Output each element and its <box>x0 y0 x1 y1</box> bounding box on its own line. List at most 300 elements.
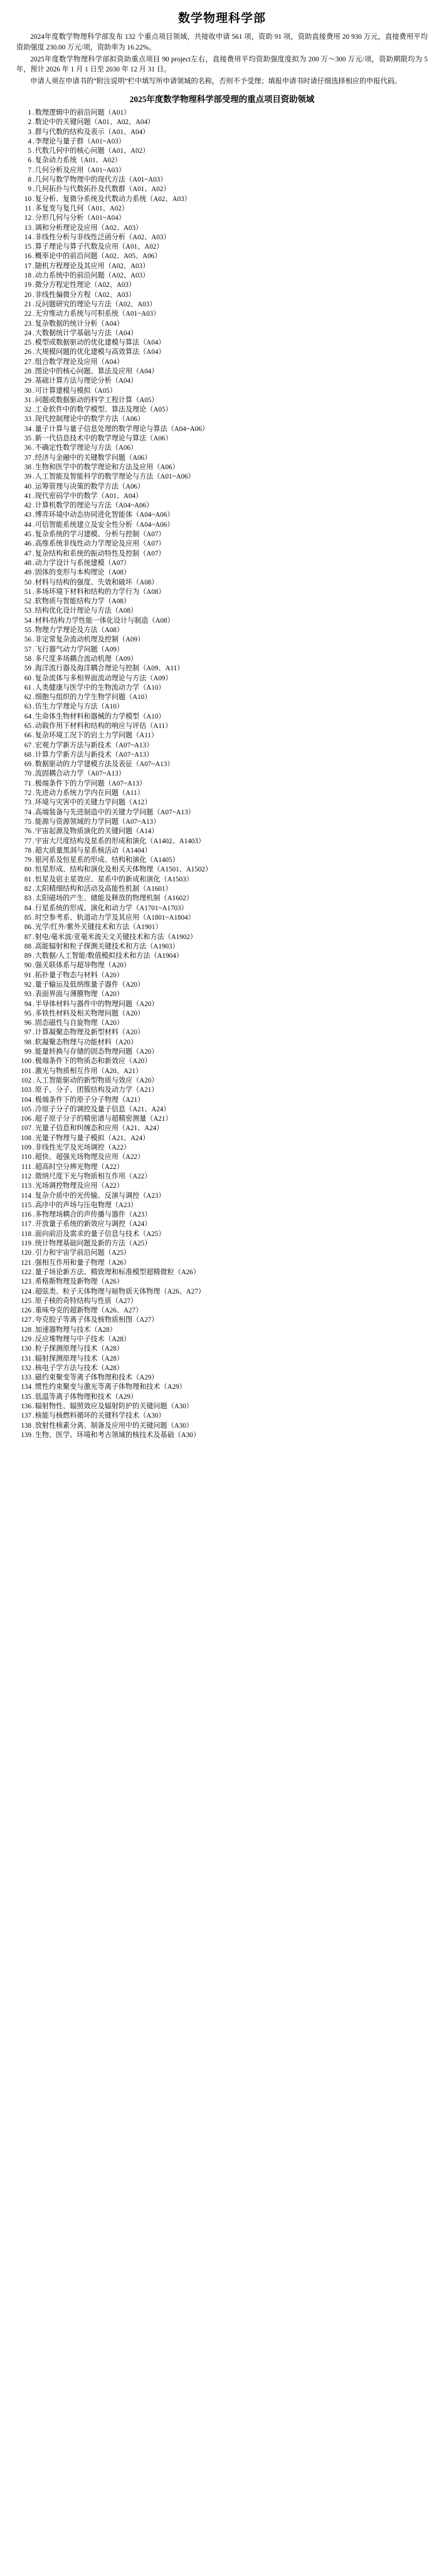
list-item-number: 33 <box>24 415 31 423</box>
list-item-separator: . <box>33 406 34 414</box>
list-item-number: 62 <box>24 693 31 702</box>
list-item <box>16 358 428 367</box>
list-item-separator: . <box>33 243 34 251</box>
list-item-separator: . <box>33 1009 34 1017</box>
list-item-label: 数据驱动的力学建模方法及表征（A07~A13） <box>34 761 174 769</box>
list-item-number: 3 <box>28 128 31 136</box>
list-item-number: 83 <box>24 895 31 903</box>
list-item-label: 非线性偏微分方程（A02、A03） <box>34 291 136 299</box>
list-item <box>16 377 428 386</box>
list-item-number: 12 <box>24 214 31 222</box>
list-item <box>16 1259 428 1268</box>
list-item-separator: . <box>33 655 34 663</box>
list-item-number: 135 <box>21 1393 31 1401</box>
list-item-label: 射电/毫米波/亚毫米波天文关键技术和方法（A1902） <box>34 933 198 941</box>
list-item <box>16 309 428 319</box>
list-item-label: 多铁性材料及相关物理问题（A20） <box>34 1009 145 1017</box>
list-item-separator: . <box>33 387 34 395</box>
list-item <box>16 472 428 482</box>
list-item-number: 18 <box>24 272 31 280</box>
list-item-number: 69 <box>24 761 31 769</box>
list-item-separator: . <box>33 1249 34 1257</box>
list-item-separator: . <box>33 108 34 117</box>
list-item <box>16 454 428 463</box>
list-item-number: 15 <box>24 243 31 251</box>
list-item-separator: . <box>33 981 34 989</box>
list-item-label: 材料与结构的强度、失效和破坏（A08） <box>34 578 159 586</box>
list-item-label: 原子、分子、团簇结构及动力学（A21） <box>34 1086 159 1094</box>
list-item-separator: . <box>33 828 34 836</box>
list-item-separator: . <box>33 779 34 787</box>
list-item-separator: . <box>33 1230 34 1238</box>
list-item-separator: . <box>33 741 34 749</box>
list-item <box>16 846 428 856</box>
list-item-label: 强相互作用和量子物理（A26） <box>34 1259 131 1267</box>
list-item-separator: . <box>33 166 34 174</box>
list-item-label: 新一代信息技术中的数学理论与算法（A06） <box>34 435 172 443</box>
list-item <box>16 1105 428 1114</box>
list-item <box>16 837 428 846</box>
list-item-separator: . <box>33 1163 34 1171</box>
list-item-label: 复分析、复微分系统及代数动力系统（A02、A03） <box>34 195 191 203</box>
list-item <box>16 242 428 252</box>
list-item-number: 139 <box>21 1431 31 1439</box>
list-item-separator: . <box>33 1259 34 1267</box>
list-item-label: 群与代数的结构及表示（A01、A04） <box>34 128 150 136</box>
list-item-label: 大规模问题的优化建模与高效算法（A04） <box>34 348 166 356</box>
list-item <box>16 894 428 903</box>
list-item <box>16 904 428 913</box>
list-item-separator: . <box>33 1431 34 1439</box>
list-item-number: 68 <box>24 750 31 759</box>
list-item <box>16 1268 428 1277</box>
list-item-separator: . <box>33 252 34 261</box>
list-item-separator: . <box>33 846 34 854</box>
list-item-label: 重味夸克的超新物理（A26、A27） <box>34 1307 143 1315</box>
list-item <box>16 204 428 214</box>
list-item-separator: . <box>33 645 34 653</box>
list-item <box>16 1009 428 1019</box>
list-item-separator: . <box>33 1421 34 1430</box>
list-item-separator: . <box>33 272 34 280</box>
list-item-separator: . <box>33 310 34 318</box>
list-item-separator: . <box>33 789 34 797</box>
list-item <box>16 827 428 836</box>
list-item-number: 42 <box>24 502 31 510</box>
list-item-number: 73 <box>24 799 31 807</box>
list-item-separator: . <box>33 291 34 299</box>
list-item-label: 夸克胶子等离子体及核物质相图（A27） <box>34 1316 159 1324</box>
list-item-separator: . <box>33 1124 34 1133</box>
list-item-separator: . <box>33 473 34 481</box>
list-item-separator: . <box>33 300 34 308</box>
list-item-label: 核电子学方法与技术（A28） <box>34 1364 124 1372</box>
list-item-number: 100 <box>21 1057 31 1066</box>
list-item-label: 人类健康与医学中的生物流动力学（A10） <box>34 683 166 692</box>
list-item-separator: . <box>33 1144 34 1152</box>
list-item-number: 50 <box>24 578 31 586</box>
list-item-number: 32 <box>24 406 31 414</box>
list-item-label: 生物和医学中的数学理论和方法及应用（A06） <box>34 463 179 471</box>
list-item <box>16 923 428 932</box>
list-item-number: 47 <box>24 549 31 558</box>
list-item-separator: . <box>33 492 34 500</box>
list-item-label: 微纳尺度下光与物质相互作用（A22） <box>34 1172 152 1180</box>
list-item-number: 94 <box>24 1000 31 1008</box>
list-item-separator: . <box>33 1067 34 1075</box>
list-item-number: 7 <box>28 166 31 174</box>
list-item-label: 数论中的关键问题（A01、A02、A04） <box>34 118 155 127</box>
list-item-number: 64 <box>24 712 31 720</box>
list-item-label: 激光与物质相互作用（A20、A21） <box>34 1067 143 1075</box>
list-item-label: 工业软件中的数学模型、算法及理论（A05） <box>34 406 172 414</box>
list-item-number: 40 <box>24 482 31 491</box>
list-item-label: 可信智能系统建立及安全性分析（A04~A06） <box>34 521 174 529</box>
list-item-label: 微分方程定性理论（A02、A03） <box>34 281 136 289</box>
list-item-label: 材料/结构力学性能一体化设计与制造（A08） <box>34 616 174 625</box>
list-item-number: 103 <box>21 1086 31 1094</box>
list-item-number: 134 <box>21 1383 31 1391</box>
list-item-number: 91 <box>24 971 31 979</box>
list-item-label: 极端条件下的物质态和新效应（A20） <box>34 1057 152 1066</box>
list-item-label: 复杂环境工况下的岩土力学问题（A11） <box>34 732 158 740</box>
list-item-label: 超弦类、粒子天体物理与暗物质天体物理（A26、A27） <box>34 1287 205 1296</box>
list-item-label: 时空参考系、轨道动力学及其应用（A1801~A1804） <box>34 913 195 922</box>
list-item-label: 动力学设计与系统建模（A07） <box>34 559 131 567</box>
list-item-label: 恒星形成、结构和演化及相关天体物理（A1501、A1502） <box>34 866 213 874</box>
list-item-label: 超快、超强光场物理及应用（A22） <box>34 1153 145 1161</box>
list-item-number: 53 <box>24 607 31 615</box>
list-item-label: 飞行器气动力学问题（A09） <box>34 645 124 653</box>
list-item <box>16 387 428 396</box>
list-item-separator: . <box>33 942 34 950</box>
list-item-number: 45 <box>24 531 31 539</box>
list-item-label: 仿生力学理论与方法（A10） <box>34 703 124 711</box>
list-item-separator: . <box>33 626 34 635</box>
list-item <box>16 1172 428 1182</box>
list-item-separator: . <box>33 319 34 328</box>
list-item-separator: . <box>33 1048 34 1056</box>
list-item-separator: . <box>33 233 34 241</box>
list-item-separator: . <box>33 588 34 596</box>
list-item-separator: . <box>33 1287 34 1296</box>
list-item-number: 80 <box>24 866 31 874</box>
list-item-separator: . <box>33 377 34 385</box>
list-item-label: 高维系统非线性动力学理论及应用（A07） <box>34 540 166 548</box>
list-item-label: 生物、医学、环境和考古领域的核技术及基础（A30） <box>34 1431 200 1439</box>
list-item-separator: . <box>33 1182 34 1190</box>
list-item-number: 79 <box>24 856 31 865</box>
list-item-separator: . <box>33 1364 34 1372</box>
list-item <box>16 674 428 683</box>
list-item-separator: . <box>33 425 34 433</box>
list-item-separator: . <box>33 665 34 673</box>
list-item-label: 原子核的奇特结构与性质（A27） <box>34 1297 138 1305</box>
list-item-number: 133 <box>21 1374 31 1382</box>
list-item-separator: . <box>33 693 34 702</box>
list-item <box>16 606 428 616</box>
list-item-label: 强关联体系与超导物理（A20） <box>34 962 131 970</box>
list-item-label: 半导体材料与器件中的物理问题（A20） <box>34 1000 159 1008</box>
list-item-number: 22 <box>24 310 31 318</box>
page-title: 数学物理科学部 <box>177 12 266 25</box>
list-item-label: 光量子物理与量子模拟（A21、A24） <box>34 1134 150 1142</box>
list-item-label: 非线性分析与非线性泛函分析（A02、A03） <box>34 233 171 241</box>
list-item <box>16 664 428 673</box>
list-item-label: 非定常复杂流动机理及控制（A09） <box>34 636 145 644</box>
list-item-label: 现代控制理论中的数学方法（A06） <box>34 415 145 423</box>
list-item-number: 121 <box>21 1259 31 1267</box>
list-item <box>16 530 428 539</box>
list-item-number: 132 <box>21 1364 31 1372</box>
intro-paragraph-2: 2025年度数学物理科学部拟资助重点项目 90 project左右，直接费用平均资助强度度拟为 200 万～300 万元/项，资助期限均为 5 年，预计 2026 年 1 月 1 日至 2030 年 12 月 31 日。 <box>16 55 428 74</box>
list-item-number: 128 <box>21 1326 31 1334</box>
list-item <box>16 597 428 606</box>
list-item-number: 24 <box>24 329 31 337</box>
list-item-separator: . <box>33 521 34 529</box>
list-item-number: 36 <box>24 444 31 452</box>
list-item-number: 104 <box>21 1096 31 1104</box>
list-item-label: 大数据/人工智能/数值模拟技术和方法（A1904） <box>34 952 183 960</box>
list-item-number: 97 <box>24 1029 31 1037</box>
list-item-number: 17 <box>24 262 31 270</box>
list-item-number: 21 <box>24 300 31 308</box>
list-item-label: 多场环境下材料和结构的力学行为（A08） <box>34 588 166 596</box>
list-item-separator: . <box>33 971 34 979</box>
list-item <box>16 137 428 147</box>
list-item-number: 31 <box>24 396 31 404</box>
list-item-separator: . <box>33 1038 34 1046</box>
list-item-separator: . <box>33 808 34 816</box>
list-item <box>16 1096 428 1105</box>
list-item-label: 光量子信息和纠缠态和应用（A21、A24） <box>34 1124 164 1133</box>
list-item-label: 流固耦合动力学（A07~A13） <box>34 770 125 778</box>
list-item <box>16 635 428 645</box>
list-item-label: 极端条件下的力学问题（A07~A13） <box>34 779 147 787</box>
list-item-label: 太阳磁场的产生、储能及释放的物理机制（A1602） <box>34 895 193 903</box>
list-item-number: 137 <box>21 1412 31 1420</box>
list-item-number: 59 <box>24 665 31 673</box>
list-item <box>16 1143 428 1153</box>
list-item-number: 86 <box>24 923 31 932</box>
list-item <box>16 1393 428 1402</box>
list-item <box>16 856 428 865</box>
list-item <box>16 1076 428 1086</box>
list-item-number: 136 <box>21 1403 31 1411</box>
list-item-separator: . <box>33 722 34 730</box>
list-item-label: 无穷维动力系统与可积系统（A01~A03） <box>34 310 161 318</box>
list-item-label: 光学/红外/紫外关键技术和方法（A1901） <box>34 923 162 932</box>
list-item-separator: . <box>33 703 34 711</box>
list-item <box>16 539 428 549</box>
list-item-label: 问题或数据驱动的科学工程计算（A05） <box>34 396 159 404</box>
list-item-separator: . <box>33 904 34 912</box>
list-item-label: 几何与数学物理中的现代方法（A01~A03） <box>34 176 167 184</box>
list-item <box>16 1124 428 1133</box>
list-item <box>16 683 428 693</box>
list-item-label: 软凝聚态物理与功能材料（A20） <box>34 1038 138 1046</box>
list-item-number: 57 <box>24 645 31 653</box>
list-item-label: 开放量子系统的新效应与调控（A24） <box>34 1220 152 1228</box>
list-item <box>16 185 428 194</box>
list-item <box>16 281 428 290</box>
list-item-separator: . <box>33 1335 34 1343</box>
list-item-number: 54 <box>24 616 31 625</box>
list-item-label: 能量转换与存储的固态物理问题（A20） <box>34 1048 159 1056</box>
list-item-separator: . <box>33 511 34 519</box>
list-item-label: 经济与金融中的关键数学问题（A06） <box>34 454 152 462</box>
list-item-number: 11 <box>24 204 31 212</box>
list-item-number: 105 <box>21 1105 31 1113</box>
list-item-separator: . <box>33 761 34 769</box>
list-item-number: 60 <box>24 674 31 682</box>
list-item-number: 76 <box>24 828 31 836</box>
list-item-label: 量子计算与量子信息处理的数学理论与算法（A04~A06） <box>34 425 209 433</box>
list-item <box>16 655 428 664</box>
list-item <box>16 1000 428 1009</box>
list-item-separator: . <box>33 750 34 759</box>
list-item-number: 106 <box>21 1115 31 1123</box>
list-item-label: 量子场论新方法、精致理和标准模型超精微粒（A26） <box>34 1268 200 1276</box>
list-item-label: 多尺度多场耦合流动机理（A09） <box>34 655 138 663</box>
list-item-number: 110 <box>21 1153 31 1161</box>
list-item-number: 138 <box>21 1421 31 1430</box>
list-item-separator: . <box>33 1105 34 1113</box>
list-item <box>16 1239 428 1249</box>
list-item-separator: . <box>33 1374 34 1382</box>
list-item <box>16 405 428 415</box>
list-item-separator: . <box>33 444 34 452</box>
list-item-separator: . <box>33 185 34 194</box>
list-item-label: 宏观力学新方法与新技术（A07~A13） <box>34 741 154 749</box>
list-item-number: 37 <box>24 454 31 462</box>
list-item <box>16 156 428 165</box>
list-item-separator: . <box>33 348 34 356</box>
list-item-label: 海洋流行器及海洋耦合理论与控制（A09、A11） <box>34 665 184 673</box>
list-item <box>16 712 428 722</box>
list-item-separator: . <box>33 1268 34 1276</box>
list-item <box>16 300 428 309</box>
list-item <box>16 779 428 789</box>
list-item <box>16 1373 428 1383</box>
list-item-number: 112 <box>21 1172 31 1180</box>
list-item-label: 粒子探测原理与技术（A28） <box>34 1345 124 1353</box>
list-item-separator: . <box>33 1000 34 1008</box>
list-item <box>16 971 428 980</box>
list-item <box>16 1421 428 1431</box>
list-item-number: 85 <box>24 913 31 922</box>
list-item-separator: . <box>33 531 34 539</box>
list-item-number: 108 <box>21 1134 31 1142</box>
list-item-number: 78 <box>24 846 31 854</box>
list-item-separator: . <box>33 1211 34 1219</box>
list-item-separator: . <box>33 549 34 558</box>
list-item-number: 29 <box>24 377 31 385</box>
list-item <box>16 875 428 885</box>
list-item-number: 27 <box>24 358 31 366</box>
list-item-number: 43 <box>24 511 31 519</box>
list-item-separator: . <box>33 482 34 491</box>
list-item-number: 113 <box>21 1182 31 1190</box>
list-item <box>16 1047 428 1057</box>
list-item-number: 58 <box>24 655 31 663</box>
list-item-number: 38 <box>24 463 31 471</box>
list-item <box>16 1287 428 1297</box>
list-item-separator: . <box>33 1172 34 1180</box>
list-item-separator: . <box>33 1192 34 1200</box>
list-item-label: 可计算建模与模拟（A05） <box>34 387 117 395</box>
list-item-number: 127 <box>21 1316 31 1324</box>
list-item-number: 66 <box>24 732 31 740</box>
list-item <box>16 1019 428 1028</box>
list-item-label: 辐射探测原理与技术（A28） <box>34 1354 124 1363</box>
list-item <box>16 818 428 827</box>
list-item-separator: . <box>33 1297 34 1305</box>
list-item-label: 表面界面与薄膜物理（A20） <box>34 990 124 999</box>
list-item-label: 模型或数据驱动的优化建模与算法（A04） <box>34 339 166 347</box>
list-item-label: 惯性约束聚变与激光等离子体物理和技术（A29） <box>34 1383 186 1391</box>
list-item-label: 复杂动力系统（A01、A02） <box>34 157 122 165</box>
list-item-separator: . <box>33 454 34 462</box>
list-item-label: 大数据统计学基础与方法（A04） <box>34 329 138 337</box>
list-item <box>16 1411 428 1421</box>
section-heading: 2025年度数学物理科学部受理的重点项目资助领域 <box>129 94 315 104</box>
list-item-separator: . <box>33 1134 34 1142</box>
list-item-number: 1 <box>28 108 31 117</box>
list-item <box>16 731 428 740</box>
list-item-label: 引力和宇宙学前沿问题（A25） <box>34 1249 131 1257</box>
list-item <box>16 980 428 990</box>
list-item-separator: . <box>33 396 34 404</box>
list-item-separator: . <box>33 578 34 586</box>
list-item-label: 复杂系统的学习建模、分析与控制（A07） <box>34 531 166 539</box>
list-item-number: 126 <box>21 1307 31 1315</box>
list-item-separator: . <box>33 435 34 443</box>
list-item-number: 109 <box>21 1144 31 1152</box>
list-item-number: 131 <box>21 1354 31 1363</box>
list-item-separator: . <box>33 1057 34 1066</box>
list-item-label: 人工智能驱动的新型物质与效应（A20） <box>34 1076 159 1084</box>
list-item-separator: . <box>33 683 34 692</box>
list-item-label: 复杂流体与多相界面流动理论与方法（A09） <box>34 674 172 682</box>
list-item <box>16 961 428 970</box>
list-item-separator: . <box>33 856 34 865</box>
list-item-label: 分形几何与分析（A01~A04） <box>34 214 125 222</box>
list-item <box>16 760 428 769</box>
list-item-number: 125 <box>21 1297 31 1305</box>
list-item <box>16 482 428 492</box>
list-item-separator: . <box>33 885 34 893</box>
list-item-number: 8 <box>28 176 31 184</box>
list-item-number: 74 <box>24 808 31 816</box>
list-item-label: 光场调控物理及应用（A22） <box>34 1182 124 1190</box>
list-item <box>16 1431 428 1440</box>
list-item-separator: . <box>33 1278 34 1286</box>
list-item-separator: . <box>33 1345 34 1353</box>
list-item <box>16 501 428 511</box>
list-item-separator: . <box>33 1076 34 1084</box>
list-item-label: 细胞与组织的力学生物学问题（A10） <box>34 693 152 702</box>
list-item-separator: . <box>33 712 34 720</box>
list-item-label: 宇宙起源及物质演化的关键问题（A14） <box>34 828 159 836</box>
list-item <box>16 933 428 942</box>
list-item-separator: . <box>33 598 34 606</box>
list-item-number: 117 <box>21 1220 31 1228</box>
list-item-number: 51 <box>24 588 31 596</box>
list-item <box>16 252 428 261</box>
list-item-separator: . <box>33 1354 34 1363</box>
list-item-separator: . <box>33 1019 34 1027</box>
